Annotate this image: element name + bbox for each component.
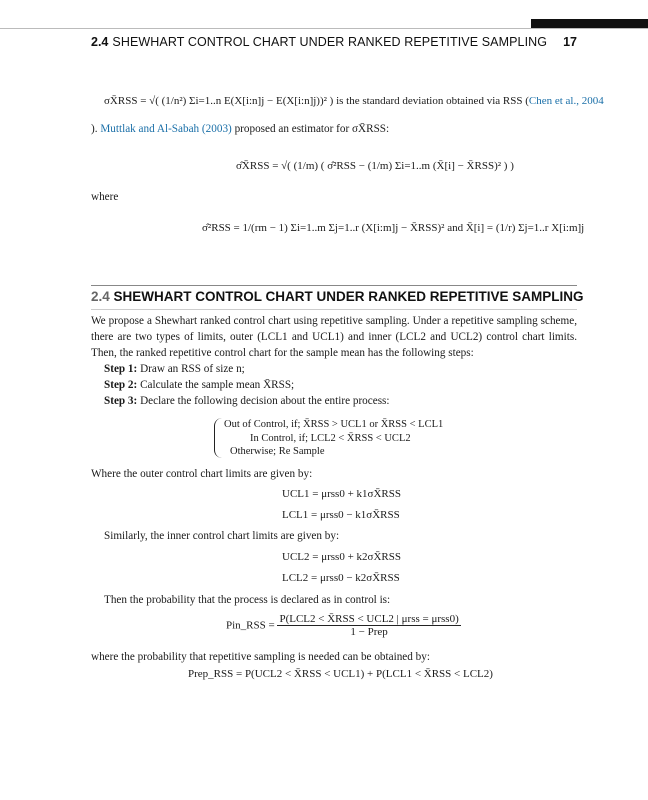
- outer-limits-intro: Where the outer control chart limits are given by:: [91, 468, 313, 480]
- citation-chen[interactable]: Chen et al., 2004: [528, 95, 604, 107]
- step-1: [104, 361, 245, 377]
- header-section-title: SHEWHART CONTROL CHART UNDER RANKED REPETITIVE SAMPLING: [112, 35, 548, 49]
- section-heading: [91, 289, 584, 304]
- probability-intro: Then the probability that the process is declared as in control is:: [104, 594, 391, 606]
- sd-eq-text: is the standard deviation obtained via RSS (: [336, 95, 529, 107]
- sd-eq-rhs: √( (1/n²) Σi=1..n E(X[i:n]j − E(X[i:n]j))² ): [149, 95, 334, 107]
- header-rule: [0, 28, 648, 29]
- section-rule-bottom: [91, 309, 577, 310]
- step-2-label: Step 2:: [104, 379, 138, 391]
- decision-otherwise: Otherwise; Re Sample: [230, 446, 325, 457]
- pin-lhs: Pin_RSS =: [226, 619, 275, 632]
- header-bar: [531, 19, 648, 28]
- pin-equation: [226, 613, 461, 638]
- intro-text-mid: ).: [91, 123, 101, 135]
- header-section-number: 2.4: [91, 35, 109, 49]
- lcl1-equation: LCL1 = μrss0 − k1σX̄RSS: [282, 509, 400, 521]
- variance-equation: σ̂²RSS = 1/(rm − 1) Σi=1..m Σj=1..r (X[i:m]j − X̄RSS)² and X̄[i] = (1/r) Σj=1..r X[i:m]j: [202, 222, 585, 234]
- step-1-label: Step 1:: [104, 363, 138, 375]
- sd-eq-lhs: σX̄RSS =: [104, 95, 147, 107]
- inner-limits-intro: Similarly, the inner control chart limits are given by:: [104, 530, 340, 542]
- section-title: SHEWHART CONTROL CHART UNDER RANKED REPETITIVE SAMPLING: [113, 289, 584, 304]
- step-3: [104, 393, 390, 409]
- pin-denominator: 1 − Prep: [350, 626, 388, 638]
- running-header: [91, 35, 577, 53]
- decision-in-control: In Control, if; LCL2 < X̄RSS < UCL2: [250, 432, 411, 444]
- ucl1-equation: UCL1 = μrss0 + k1σX̄RSS: [282, 488, 401, 500]
- section-number: 2.4: [91, 289, 110, 304]
- step-2-text: Calculate the sample mean X̄RSS;: [137, 379, 295, 391]
- decision-out-of-control: Out of Control, if; X̄RSS > UCL1 or X̄RSS < LCL1: [224, 419, 444, 430]
- section-rule-top: [91, 285, 577, 286]
- ucl2-equation: UCL2 = μrss0 + k2σX̄RSS: [282, 551, 401, 563]
- citation-muttlak[interactable]: Muttlak and Al-Sabah (2003): [100, 123, 232, 135]
- sd-equation: [104, 95, 604, 107]
- decision-rule: [224, 418, 443, 459]
- step-2: [104, 377, 294, 393]
- pin-fraction: [277, 613, 460, 638]
- intro-text-end: proposed an estimator for σX̄RSS:: [231, 123, 390, 135]
- section-paragraph: We propose a Shewhart ranked control chart using repetitive sampling. Under a repetitive sampling scheme, there are two types of limits, outer (LCL1 and UCL1) and inner (LCL2 and UCL2) control chart limits. Then, the ranked repetitive control chart for the sample mean has the following steps:: [91, 315, 577, 359]
- step-3-text: Declare the following decision about the entire process:: [137, 395, 390, 407]
- intro-paragraph: [91, 121, 577, 137]
- estimator-equation: σ̂X̄RSS = √( (1/m) ( σ̂²RSS − (1/m) Σi=1..m (X̄[i] − X̄RSS)² ) ): [236, 160, 514, 172]
- prep-equation: Prep_RSS = P(UCL2 < X̄RSS < UCL1) + P(LCL1 < X̄RSS < LCL2): [188, 668, 493, 680]
- step-1-text: Draw an RSS of size n;: [137, 363, 245, 375]
- decision-brace: [214, 418, 223, 458]
- pin-numerator: P(LCL2 < X̄RSS < UCL2 | μrss = μrss0): [279, 613, 459, 625]
- step-3-label: Step 3:: [104, 395, 138, 407]
- prep-intro: where the probability that repetitive sampling is needed can be obtained by:: [91, 651, 430, 663]
- page-number: 17: [563, 35, 577, 49]
- where-label: where: [91, 191, 119, 203]
- lcl2-equation: LCL2 = μrss0 − k2σX̄RSS: [282, 572, 400, 584]
